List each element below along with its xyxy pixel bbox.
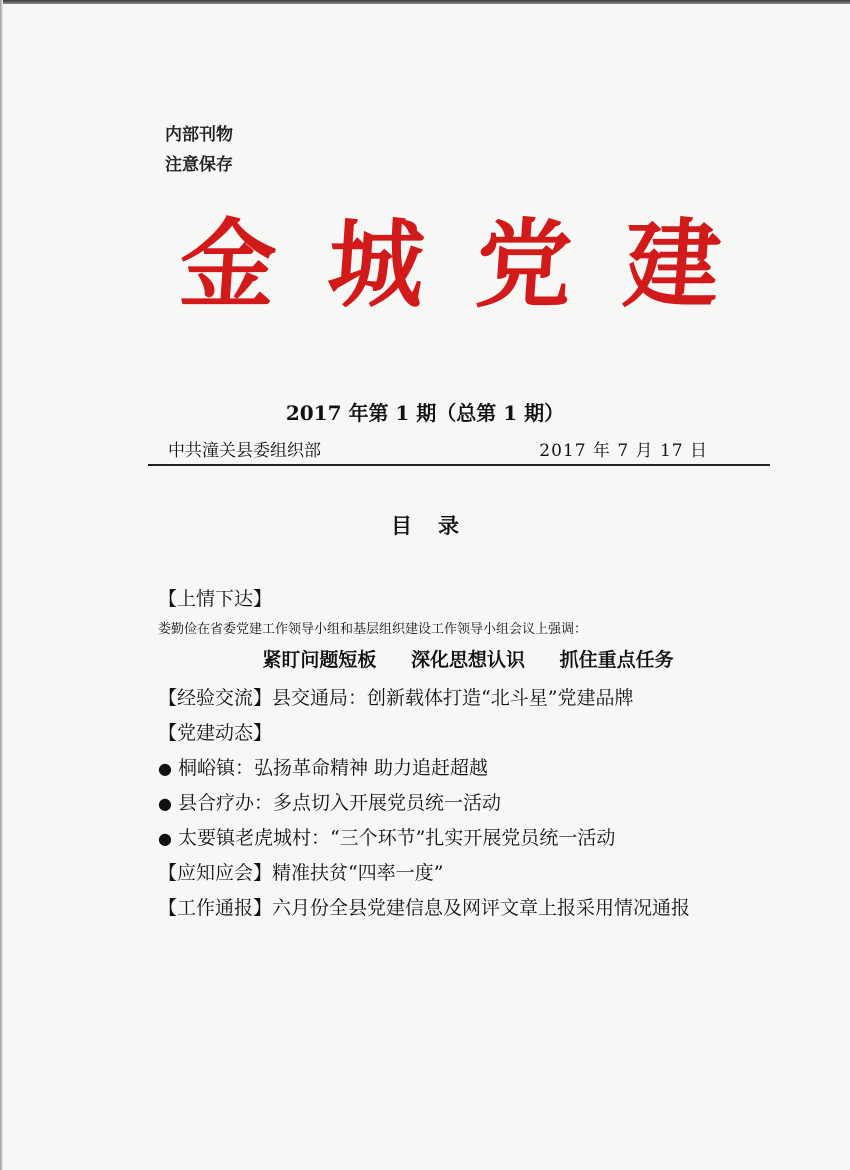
toc-item-text: 太要镇老虎城村：“三个环节”扎实开展党员统一活动 (177, 827, 616, 849)
masthead-char-1: 金 (176, 209, 280, 321)
toc-section-label: 【经验交流】 (158, 687, 273, 709)
page-left-edge (0, 0, 3, 1170)
toc-item-text: 六月份全县党建信息及网评文章上报采用情况通报 (272, 897, 691, 919)
table-of-contents (158, 584, 798, 928)
toc-item-text: 县交通局：创新载体打造“北斗星”党建品牌 (272, 687, 634, 709)
toc-title: 目录 (391, 514, 485, 538)
bullet-icon: ● (158, 794, 172, 813)
issue-number: 2017 年第 1 期（总第 1 期） (285, 401, 565, 425)
toc-item-experience (158, 683, 798, 718)
headline-part-3: 抓住重点任务 (559, 649, 674, 671)
toc-bullet-item (158, 823, 798, 858)
header-rule (148, 464, 770, 466)
publish-date: 2017 年 7 月 17 日 (539, 441, 708, 461)
toc-section-label: 【上情下达】 (158, 588, 273, 610)
masthead-title (176, 209, 724, 321)
toc-bullet-item (158, 788, 798, 823)
toc-item-text: 精准扶贫“四率一度” (272, 862, 444, 884)
toc-section-label: 【应知应会】 (158, 862, 273, 884)
toc-intro-line: 娄勤俭在省委党建工作领导小组和基层组织建设工作领导小组会议上强调： (158, 622, 588, 637)
notice-line-2: 注意保存 (165, 155, 233, 175)
headline-part-2: 深化思想认识 (410, 649, 525, 671)
masthead-char-3: 党 (472, 209, 576, 321)
notice-line-1: 内部刊物 (165, 125, 233, 145)
toc-item-report (158, 893, 798, 928)
toc-item-knowledge (158, 858, 798, 893)
page-top-edge (0, 0, 850, 4)
bullet-icon: ● (158, 759, 172, 778)
meta-row (168, 436, 768, 461)
internal-notice (165, 120, 233, 180)
toc-headline (158, 645, 778, 683)
toc-item-text: 县合疗办：多点切入开展党员统一活动 (177, 792, 501, 814)
masthead-char-2: 城 (324, 209, 428, 321)
toc-item-text: 桐峪镇：弘扬革命精神 助力追赶超越 (177, 757, 489, 779)
headline-part-1: 紧盯问题短板 (262, 649, 377, 671)
publisher: 中共潼关县委组织部 (168, 441, 321, 461)
toc-section-label: 【党建动态】 (158, 722, 273, 744)
masthead-char-4: 建 (620, 209, 724, 321)
bullet-icon: ● (158, 829, 172, 848)
toc-section-label: 【工作通报】 (158, 897, 273, 919)
toc-bullet-item (158, 753, 798, 788)
